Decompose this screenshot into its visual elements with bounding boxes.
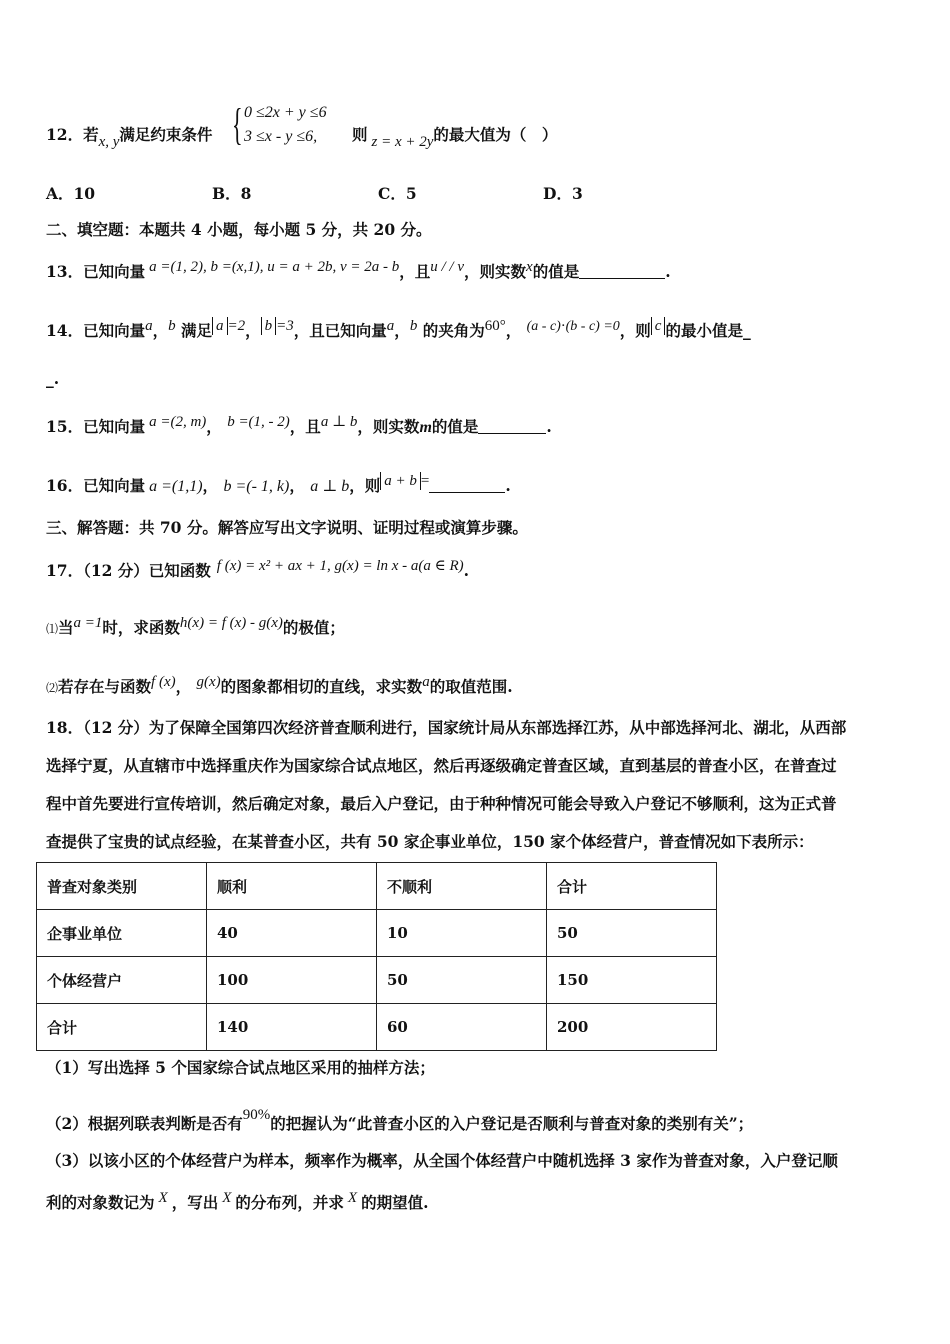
q18-sub3-x2: X (222, 1190, 232, 1206)
section2-heading: 二、填空题：本题共 4 小题，每小题 5 分，共 20 分。 (46, 220, 432, 239)
table-cell: 100 (207, 957, 377, 1004)
q15-m: m (419, 419, 432, 436)
q15-a: a =(2, m) (149, 414, 207, 430)
q12-text2: 则 (352, 125, 368, 144)
q17-part1-t3: 的极值； (282, 618, 345, 637)
q17-part1-num: ⑴ (46, 622, 59, 636)
q13-line: 13．已知向量 a =(1, 2), b =(x,1), u = a + 2b, v = 2a - b，且u / / v，则实数x的值是 . (46, 259, 671, 281)
q16-label: 16．已知向量 (46, 476, 146, 495)
q14-abs-a-val: =2 (227, 318, 246, 334)
section3-heading: 三、解答题：共 70 分。解答应写出文字说明、证明过程或演算步骤。 (46, 518, 528, 537)
table-row (37, 910, 717, 957)
q14-a: a (145, 318, 153, 334)
q18-sub3-x3: X (347, 1190, 358, 1206)
q13-math1: a =(1, 2), b =(x,1), u = a + 2b, v = 2a - b (149, 259, 400, 275)
table-header-cell: 顺利 (207, 863, 377, 910)
q17-part1 (46, 614, 345, 638)
q18-sub3-t1: 利的对象数记为 (46, 1193, 155, 1212)
table-row (37, 957, 717, 1004)
table-cell: 企事业单位 (37, 910, 207, 957)
q14-t3: 的夹角为 (422, 321, 485, 340)
q16-a: a =(1,1) (149, 478, 203, 495)
q16-sum-inner: a + b (380, 472, 421, 490)
q14-t4: ，则 (619, 321, 651, 340)
q17-part2-t1: 若存在与函数 (58, 677, 152, 696)
q17-part2-num: ⑵ (46, 681, 59, 695)
table-cell: 60 (377, 1004, 547, 1051)
q12-constraint-row1: 0 ≤2x + y ≤6 (244, 104, 327, 121)
q14-abs-b-val: =3 (276, 318, 294, 334)
q14-angle: 60° (484, 318, 506, 334)
q14-abs-b (261, 318, 294, 334)
q14-b: b (168, 318, 176, 334)
table-cell: 140 (207, 1004, 377, 1051)
table-cell: 200 (547, 1004, 717, 1051)
q16-t1: ，则 (349, 476, 381, 495)
q18-sub3-t4: 的期望值. (361, 1193, 429, 1212)
q18-contingency-table (36, 862, 717, 1051)
table-header-cell: 不顺利 (377, 863, 547, 910)
q17-part1-t1: 当 (58, 618, 74, 637)
q18-para-line1: 18．（12 分）为了保障全国第四次经济普查顺利进行，国家统计局从东部选择江苏，从中部选择河北、湖北，从西部 (46, 718, 847, 737)
q15-perp: a ⊥ b (320, 414, 358, 430)
q12-line-tail (352, 126, 557, 151)
table-cell: 合计 (37, 1004, 207, 1051)
q18-para-line2: 选择宁夏，从直辖市中选择重庆作为国家综合试点地区，然后再逐级确定普查区域，直到基层的普查小区，在普查过 (46, 756, 837, 775)
q16-answer-blank[interactable] (429, 478, 505, 493)
table-header-cell: 合计 (547, 863, 717, 910)
q12-label: 12．若 (46, 125, 99, 144)
q15-t2: ，则实数 (357, 417, 420, 436)
q14-t2: ，且已知向量 (293, 321, 387, 340)
q18-sub1: （1）写出选择 5 个国家综合试点地区采用的抽样方法； (46, 1058, 435, 1077)
q16-perp: a ⊥ b (310, 478, 350, 495)
table-cell: 10 (377, 910, 547, 957)
q18-sub3-line2 (46, 1189, 428, 1213)
q15-label: 15．已知向量 (46, 417, 146, 436)
q14-label: 14．已知向量 (46, 321, 146, 340)
q18-sub2 (46, 1106, 753, 1134)
q14-t1: 满足 (181, 321, 213, 340)
q13-label: 13．已知向量 (46, 262, 146, 281)
q18-sub3-t3: 的分布列，并求 (235, 1193, 344, 1212)
table-cell: 40 (207, 910, 377, 957)
left-brace-icon: { (232, 100, 243, 149)
q14-abs-b-inner: b (261, 317, 277, 335)
q16-line: 16．已知向量 a =(1,1)， b =(- 1, k)， a ⊥ b，则 a + b = . (46, 473, 511, 495)
q14-abs-c (651, 318, 666, 334)
q17-part2-t3: 的取值范围. (429, 677, 513, 696)
q18-sub3-line1: （3）以该小区的个体经营户为样本，频率作为概率，从全国个体经营户中随机选择 3 家作为普查对象，入户登记顺 (46, 1151, 838, 1170)
q17-func: f (x) = x² + ax + 1, g(x) = ln x - a(a ∈ R) (216, 558, 464, 574)
q12-objective: z = x + 2y (371, 134, 434, 150)
q17-part2: ⑵若存在与函数f (x)， g(x)的图象都相切的直线，求实数a的取值范围. (46, 674, 513, 696)
q17-part2-t2: 的图象都相切的直线，求实数 (220, 677, 423, 696)
q14-tail: _. (46, 369, 60, 388)
q14-t5: 的最小值是_ (665, 321, 751, 340)
q16-sum (380, 473, 421, 489)
q12-line (46, 126, 212, 151)
q13-answer-blank[interactable] (579, 264, 665, 279)
q12-option-c: C．5 (378, 184, 417, 203)
table-header-row (37, 863, 717, 910)
q13-text3: 的值是 (532, 262, 580, 281)
q18-para-line3: 程中首先要进行宣传培训，然后确定对象，最后入户登记，由于种种情况可能会导致入户登记不够顺利，这为正式普 (46, 794, 837, 813)
q14-abs-c-inner: c (651, 317, 666, 335)
q17-part2-f: f (x) (151, 674, 176, 690)
q18-sub2-pct: 90% (242, 1107, 271, 1123)
q18-sub3-x1: X (158, 1190, 168, 1206)
q12-text3: 的最大值为（ ） (433, 125, 558, 144)
q16-b: b =(- 1, k) (223, 478, 290, 495)
q15-t1: ，且 (289, 417, 321, 436)
q14-a2: a (386, 318, 395, 334)
q17-part2-g: g(x) (196, 674, 221, 690)
q17-line: 17．（12 分）已知函数 f (x) = x² + ax + 1, g(x) = ln x - a(a ∈ R). (46, 558, 470, 580)
q18-sub3-t2: ，写出 (171, 1193, 219, 1212)
q12-vars: x, y (98, 134, 120, 150)
q13-math2: u / / v (430, 259, 464, 275)
table-cell: 50 (547, 910, 717, 957)
q18-sub2-t1: （2）根据列联表判断是否有 (46, 1114, 243, 1133)
q18-para-line4: 查提供了宝贵的试点经验，在某普查小区，共有 50 家企事业单位，150 家个体经营户，普查情况如下表所示： (46, 832, 814, 851)
table-header-cell: 普查对象类别 (37, 863, 207, 910)
q12-option-a: A．10 (46, 184, 96, 203)
table-cell: 150 (547, 957, 717, 1004)
table-cell: 个体经营户 (37, 957, 207, 1004)
q17-part1-cond: a =1 (73, 615, 103, 631)
q13-text1: ，且 (399, 262, 431, 281)
q12-constraint-system (232, 101, 327, 149)
q14-cond: (a - c)⋅(b - c) =0 (526, 319, 620, 334)
q12-option-b: B．8 (212, 184, 252, 203)
q14-abs-a (212, 318, 245, 334)
q17-part2-a: a (422, 674, 430, 690)
q17-part1-t2: 时，求函数 (102, 618, 180, 637)
q15-t3: 的值是 (431, 417, 479, 436)
q17-label: 17．（12 分）已知函数 (46, 561, 211, 580)
q15-answer-blank[interactable] (478, 419, 546, 434)
table-cell: 50 (377, 957, 547, 1004)
q15-line: 15．已知向量 a =(2, m)， b =(1, - 2)，且a ⊥ b，则实数m的值是 . (46, 414, 552, 436)
q16-eq: = (420, 473, 430, 489)
q12-constraint-row2: 3 ≤x - y ≤6, (244, 128, 318, 145)
table-row (37, 1004, 717, 1051)
q14-abs-a-inner: a (212, 317, 228, 335)
q13-text2: ，则实数 (464, 262, 527, 281)
q14-line: 14．已知向量a，b 满足 a =2， b =3，且已知向量a，b 的夹角为60°， (a - c)⋅(b - c) =0，则 c 的最小值是_ (46, 318, 751, 340)
q18-sub2-t2: 的把握认为“此普查小区的入户登记是否顺利与普查对象的类别有关”； (270, 1114, 754, 1133)
q12-option-d: D．3 (543, 184, 583, 203)
q13-var: x (526, 259, 533, 275)
q14-b2: b (409, 318, 418, 334)
q15-b: b =(1, - 2) (227, 414, 290, 430)
q12-text1: 满足约束条件 (119, 125, 213, 144)
q17-part1-h: h(x) = f (x) - g(x) (179, 615, 283, 631)
